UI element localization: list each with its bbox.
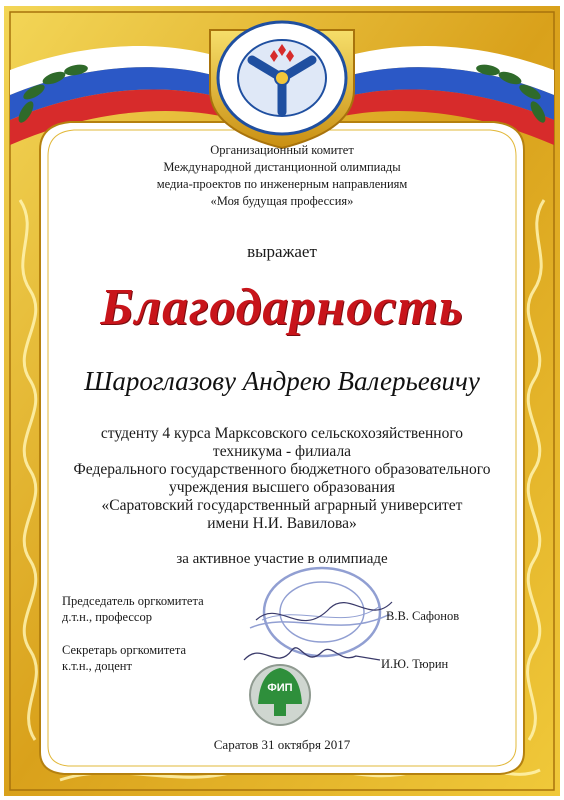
fip-logo-text: ФИП [267,682,293,694]
chair-title-block [62,593,204,625]
description-line: «Саратовский государственный аграрный университет [101,497,463,514]
organizer-block [0,142,564,210]
chair-degree: д.т.н., профессор [62,610,152,624]
description-line: Федерального государственного бюджетного образовательного [73,461,491,478]
expresses-text: выражает [247,242,317,261]
organizer-line: медиа-проектов по инженерным направлениям [156,177,408,191]
fip-logo-icon [250,665,310,725]
description-line: студенту 4 курса Марксовского сельскохозяйственного [100,425,464,442]
recipient-name: Шароглазову Андрею Валерьевичу [84,366,480,396]
secretary-name: И.Ю. Тюрин [381,657,449,671]
description-block [0,425,564,533]
place-date: Саратов 31 октября 2017 [213,737,351,752]
secretary-role: Секретарь оргкомитета [62,643,186,657]
chair-role: Председатель оргкомитета [62,594,204,608]
organizer-line: Международной дистанционной олимпиады [163,160,401,174]
description-line: техникума - филиала [212,443,352,460]
description-line: учреждения высшего образования [168,479,396,496]
certificate-title: Благодарность [100,279,464,336]
reason-text: за активное участие в олимпиаде [176,551,388,567]
secretary-title-block [62,642,186,674]
organizer-line: Организационный комитет [210,143,354,157]
chair-name: В.В. Сафонов [386,609,460,623]
description-line: имени Н.И. Вавилова» [207,515,357,532]
organizer-line: «Моя будущая профессия» [210,194,354,208]
secretary-degree: к.т.н., доцент [62,659,132,673]
